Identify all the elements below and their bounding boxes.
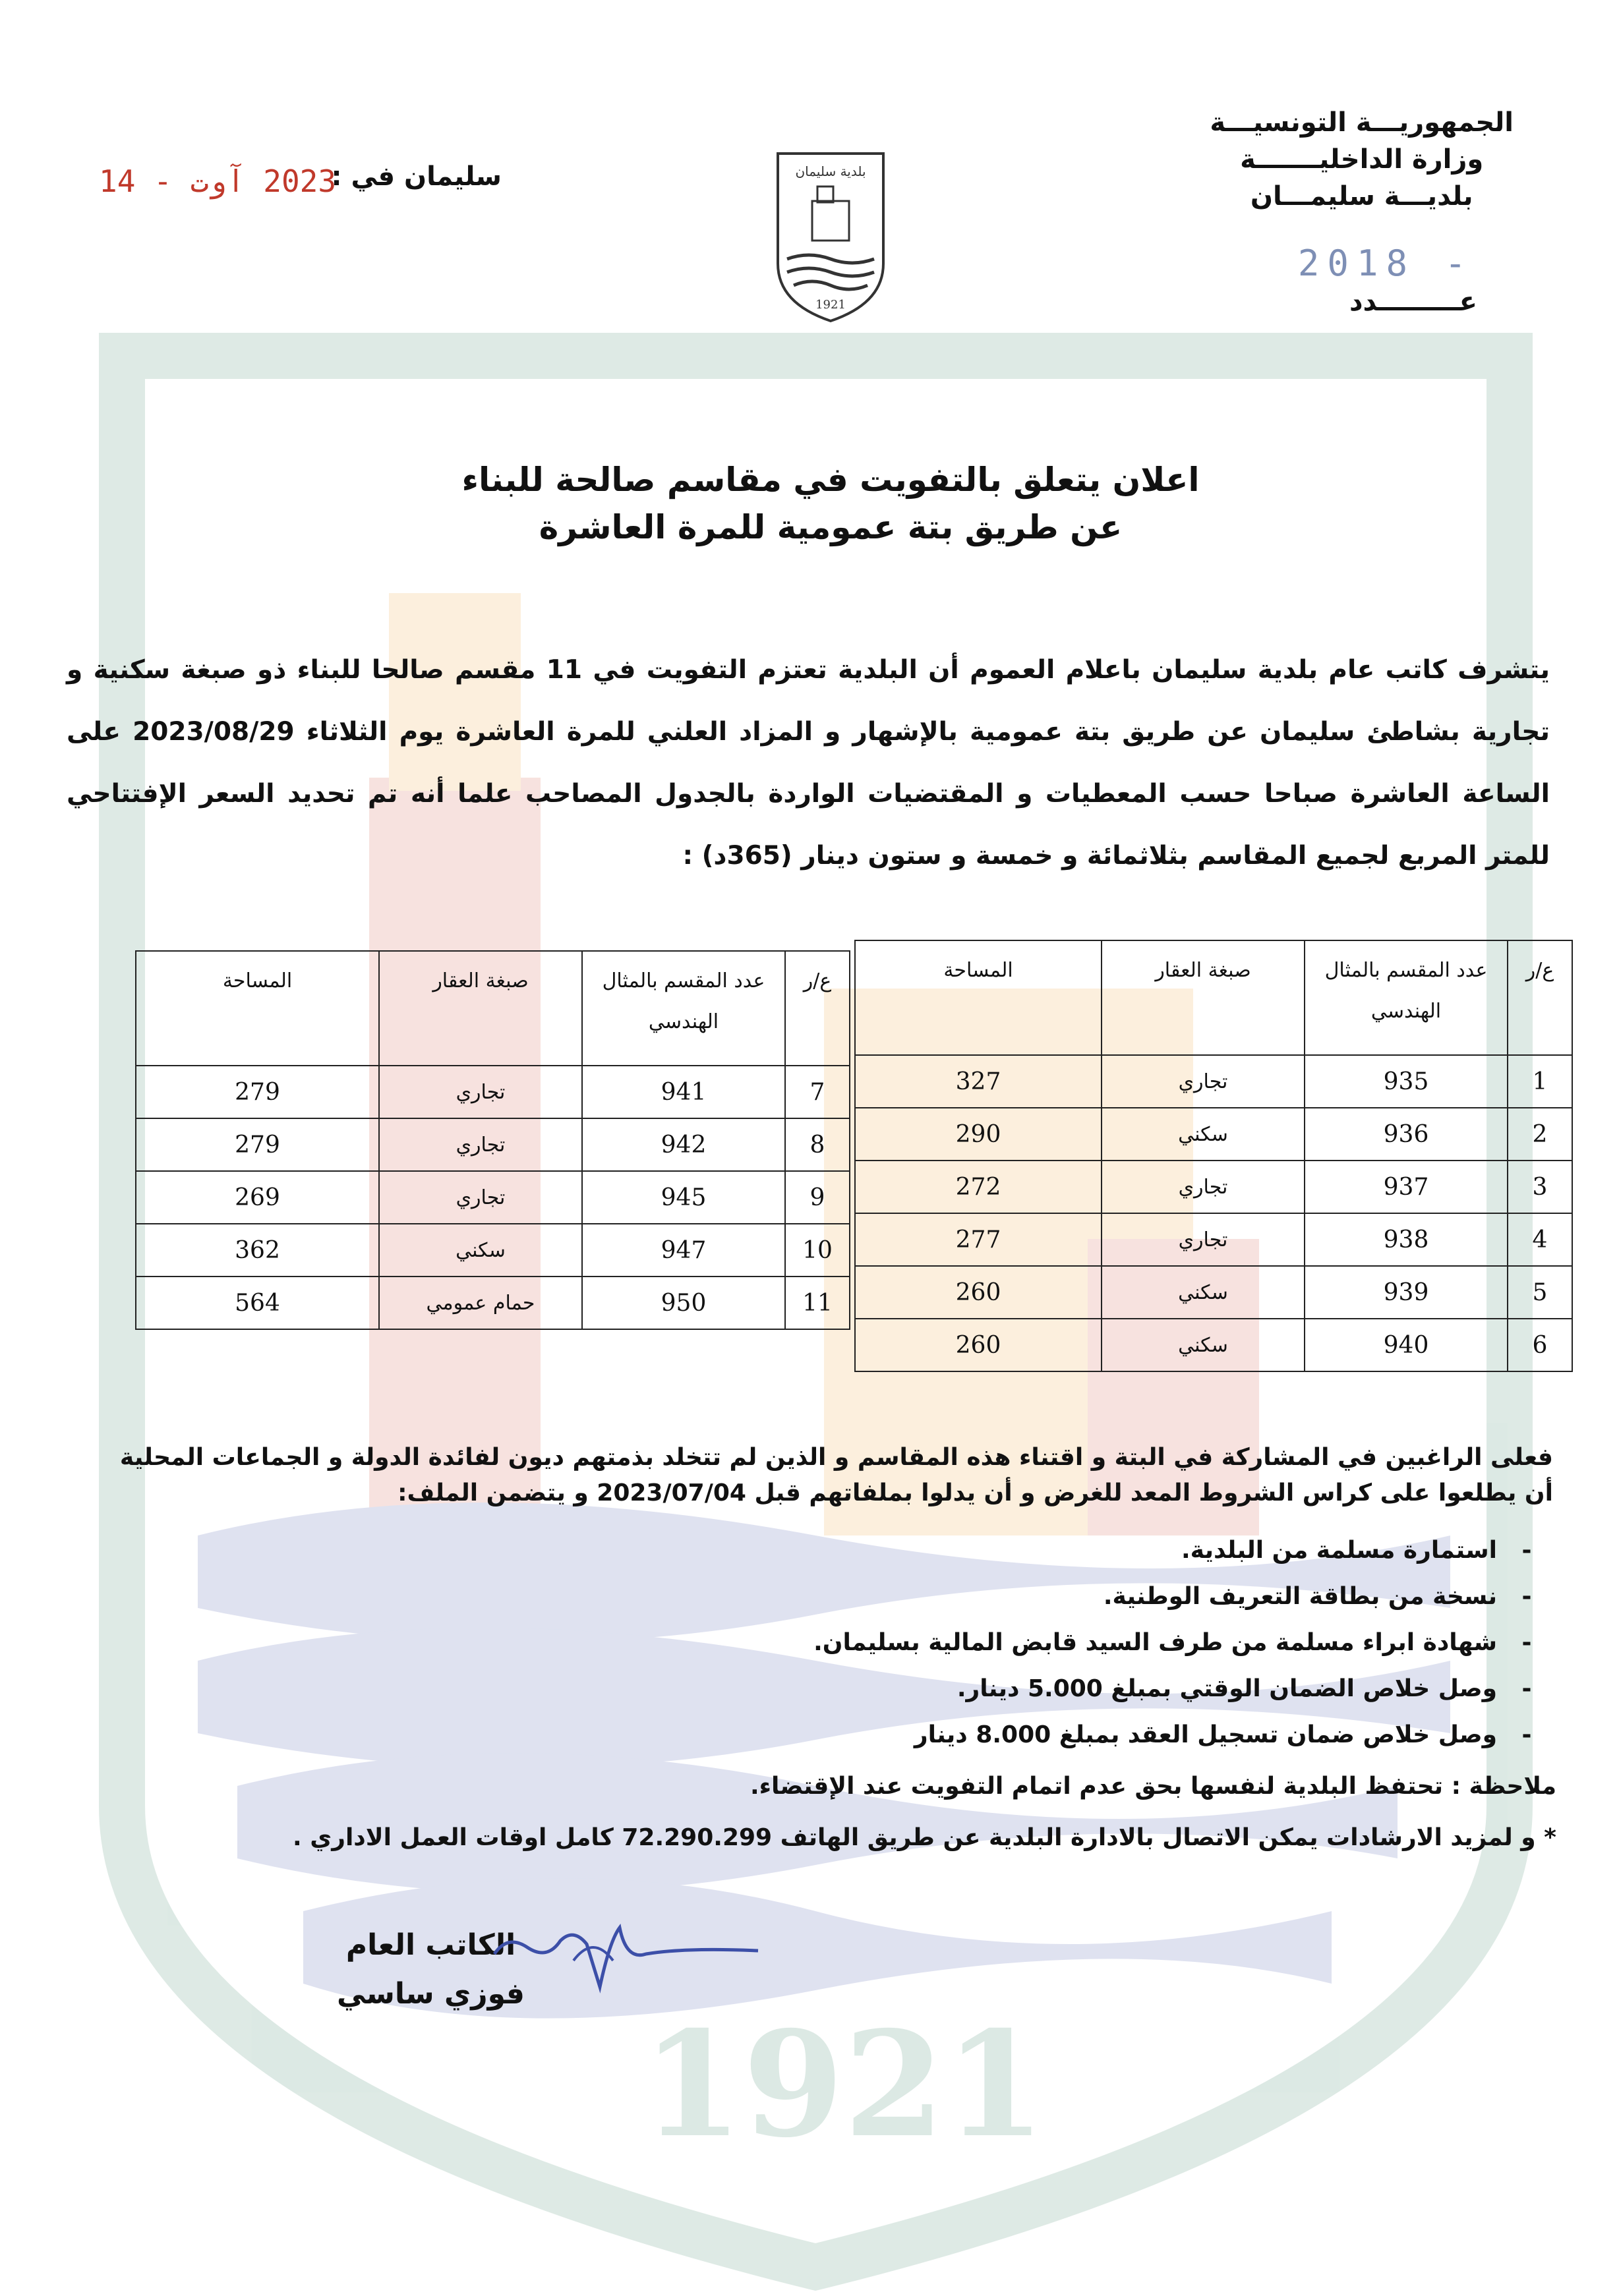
col-serial: ع/ر	[1508, 940, 1572, 1055]
cell-plot-number: 945	[582, 1171, 785, 1224]
cell-serial: 3	[1508, 1161, 1572, 1213]
logo-top-text: بلدية سليمان	[795, 163, 866, 179]
logo-year: 1921	[815, 298, 846, 312]
required-documents-list	[813, 1528, 1556, 1758]
table-row	[136, 1224, 850, 1277]
cell-plot-number: 938	[1305, 1213, 1508, 1266]
document-text: وصل خلاص الضمان الوقتي بمبلغ 5.000 دينار.	[957, 1675, 1497, 1702]
announcement-title	[396, 456, 1266, 551]
cell-area: 269	[136, 1171, 379, 1224]
cell-property-type: تجاري	[379, 1066, 582, 1118]
cell-area: 279	[136, 1066, 379, 1118]
table-row	[136, 1066, 850, 1118]
col-serial: ع/ر	[785, 951, 850, 1066]
table-row	[855, 1055, 1572, 1108]
cell-property-type: سكني	[1102, 1108, 1305, 1161]
cell-serial: 4	[1508, 1213, 1572, 1266]
list-item: -شهادة ابراء مسلمة من طرف السيد قابض المالية بسليمان.	[813, 1629, 1532, 1656]
table-row	[136, 1277, 850, 1329]
cell-plot-number: 935	[1305, 1055, 1508, 1108]
col-plot-number: عدد المقسم بالمثال الهندسي	[1305, 940, 1508, 1055]
cell-serial: 6	[1508, 1319, 1572, 1371]
list-item: -استمارة مسلمة من البلدية.	[1181, 1537, 1532, 1564]
cell-property-type: تجاري	[1102, 1055, 1305, 1108]
cell-property-type: سكني	[1102, 1319, 1305, 1371]
document-text: نسخة من بطاقة التعريف الوطنية.	[1103, 1583, 1497, 1610]
municipality-name: بلديـــة سليمـــان	[1250, 181, 1473, 212]
issuer-header	[1210, 104, 1514, 215]
table-row	[855, 1319, 1572, 1371]
republic-name: الجمهوريـــة التونسيـــة	[1210, 107, 1514, 138]
intro-paragraph: يتشرف كاتب عام بلدية سليمان باعلام العموم أن البلدية تعتزم التفويت في 11 مقسم صالحا للبناء ذو صبغة سكنية و تجارية بشاطئ سليمان عن طريق بتة عمومية بالإشهار و المزاد العلني للمرة العاشرة يوم الثلاثاء 2023/08/29 على الساعة العاشرة صباحا حسب المعطيات و المقتضيات الواردة بالجدول المصاحب علما أنه تم تحديد السعر الإفتتاحي للمتر المربع لجميع المقاسم بثلاثمائة و خمسة و ستون دينار (365د) :	[67, 655, 1550, 871]
cell-serial: 9	[785, 1171, 850, 1224]
cell-serial: 1	[1508, 1055, 1572, 1108]
watermark-year: 1921	[641, 1999, 1046, 2169]
cell-serial: 5	[1508, 1266, 1572, 1319]
list-item: -وصل خلاص الضمان الوقتي بمبلغ 5.000 دينار.	[957, 1675, 1532, 1702]
cell-area: 260	[855, 1319, 1102, 1371]
reference-number-stamp: - 2018	[1297, 243, 1474, 284]
col-area: المساحة	[136, 951, 379, 1066]
table-row	[855, 1108, 1572, 1161]
municipality-seal-icon	[771, 148, 890, 326]
col-area: المساحة	[855, 940, 1102, 1055]
conditions-line-2: أن يطلعوا على كراس الشروط المعد للغرض و أن يدلوا بملفاتهم قبل 2023/07/04 و يتضمن الملف:	[397, 1479, 1553, 1507]
document-text: شهادة ابراء مسلمة من طرف السيد قابض المالية بسليمان.	[813, 1629, 1497, 1656]
cell-area: 272	[855, 1161, 1102, 1213]
cell-area: 564	[136, 1277, 379, 1329]
cell-property-type: تجاري	[1102, 1213, 1305, 1266]
cell-property-type: سكني	[379, 1224, 582, 1277]
table-row	[855, 1266, 1572, 1319]
handwritten-signature	[488, 1914, 765, 2013]
cell-property-type: تجاري	[1102, 1161, 1305, 1213]
signatory-title: الكاتب العام	[345, 1928, 516, 1962]
ministry-name: وزارة الداخليـــــــة	[1240, 144, 1484, 175]
table-row	[136, 1171, 850, 1224]
cell-property-type: تجاري	[379, 1171, 582, 1224]
list-item: -وصل خلاص ضمان تسجيل العقد بمبلغ 8.000 دينار	[914, 1721, 1532, 1748]
conditions-block	[120, 1440, 1553, 1511]
cell-area: 279	[136, 1118, 379, 1171]
table-header-row	[855, 940, 1572, 1055]
cell-area: 327	[855, 1055, 1102, 1108]
title-line-2: عن طريق بتة عمومية للمرة العاشرة	[539, 508, 1123, 546]
note-text: ملاحظة : تحتفظ البلدية لنفسها بحق عدم اتمام التفويت عند الإقتضاء.	[750, 1773, 1556, 1800]
cell-property-type: حمام عمومي	[379, 1277, 582, 1329]
conditions-line-1: فعلى الراغبين في المشاركة في البتة و اقتناء هذه المقاسم و الذين لم تتخلد بذمتهم ديون لفائدة الدولة و الجماعات المحلية	[119, 1444, 1553, 1471]
cell-plot-number: 936	[1305, 1108, 1508, 1161]
list-item: -نسخة من بطاقة التعريف الوطنية.	[1103, 1583, 1532, 1610]
table-header-row	[136, 951, 850, 1066]
title-line-1: اعلان يتعلق بالتفويت في مقاسم صالحة للبناء	[461, 461, 1200, 499]
cell-serial: 2	[1508, 1108, 1572, 1161]
signatory-name: فوزي ساسي	[337, 1977, 525, 2011]
table-row	[855, 1161, 1572, 1213]
cell-plot-number: 941	[582, 1066, 785, 1118]
place-label: سليمان في :	[331, 161, 502, 192]
cell-serial: 8	[785, 1118, 850, 1171]
cell-area: 277	[855, 1213, 1102, 1266]
cell-property-type: تجاري	[379, 1118, 582, 1171]
cell-area: 362	[136, 1224, 379, 1277]
cell-serial: 7	[785, 1066, 850, 1118]
cell-plot-number: 942	[582, 1118, 785, 1171]
table-row	[855, 1213, 1572, 1266]
plots-table-left	[135, 950, 850, 1330]
document-text: استمارة مسلمة من البلدية.	[1181, 1537, 1497, 1564]
plots-table-right	[854, 940, 1573, 1372]
reference-label: عـــــــــدد	[1349, 287, 1477, 317]
cell-area: 290	[855, 1108, 1102, 1161]
cell-serial: 11	[785, 1277, 850, 1329]
cell-plot-number: 937	[1305, 1161, 1508, 1213]
col-plot-number: عدد المقسم بالمثال الهندسي	[582, 951, 785, 1066]
cell-plot-number: 950	[582, 1277, 785, 1329]
cell-serial: 10	[785, 1224, 850, 1277]
cell-plot-number: 947	[582, 1224, 785, 1277]
cell-property-type: سكني	[1102, 1266, 1305, 1319]
table-row	[136, 1118, 850, 1171]
contact-text: * و لمزيد الارشادات يمكن الاتصال بالادارة البلدية عن طريق الهاتف 72.290.299 كامل اوقات العمل الاداري .	[293, 1824, 1556, 1851]
col-property-type: صبغة العقار	[379, 951, 582, 1066]
cell-plot-number: 940	[1305, 1319, 1508, 1371]
cell-area: 260	[855, 1266, 1102, 1319]
municipality-logo	[771, 148, 890, 326]
cell-plot-number: 939	[1305, 1266, 1508, 1319]
document-text: وصل خلاص ضمان تسجيل العقد بمبلغ 8.000 دينار	[914, 1721, 1497, 1748]
col-property-type: صبغة العقار	[1102, 940, 1305, 1055]
date-stamp: 2023 آوت - 14	[99, 163, 337, 199]
